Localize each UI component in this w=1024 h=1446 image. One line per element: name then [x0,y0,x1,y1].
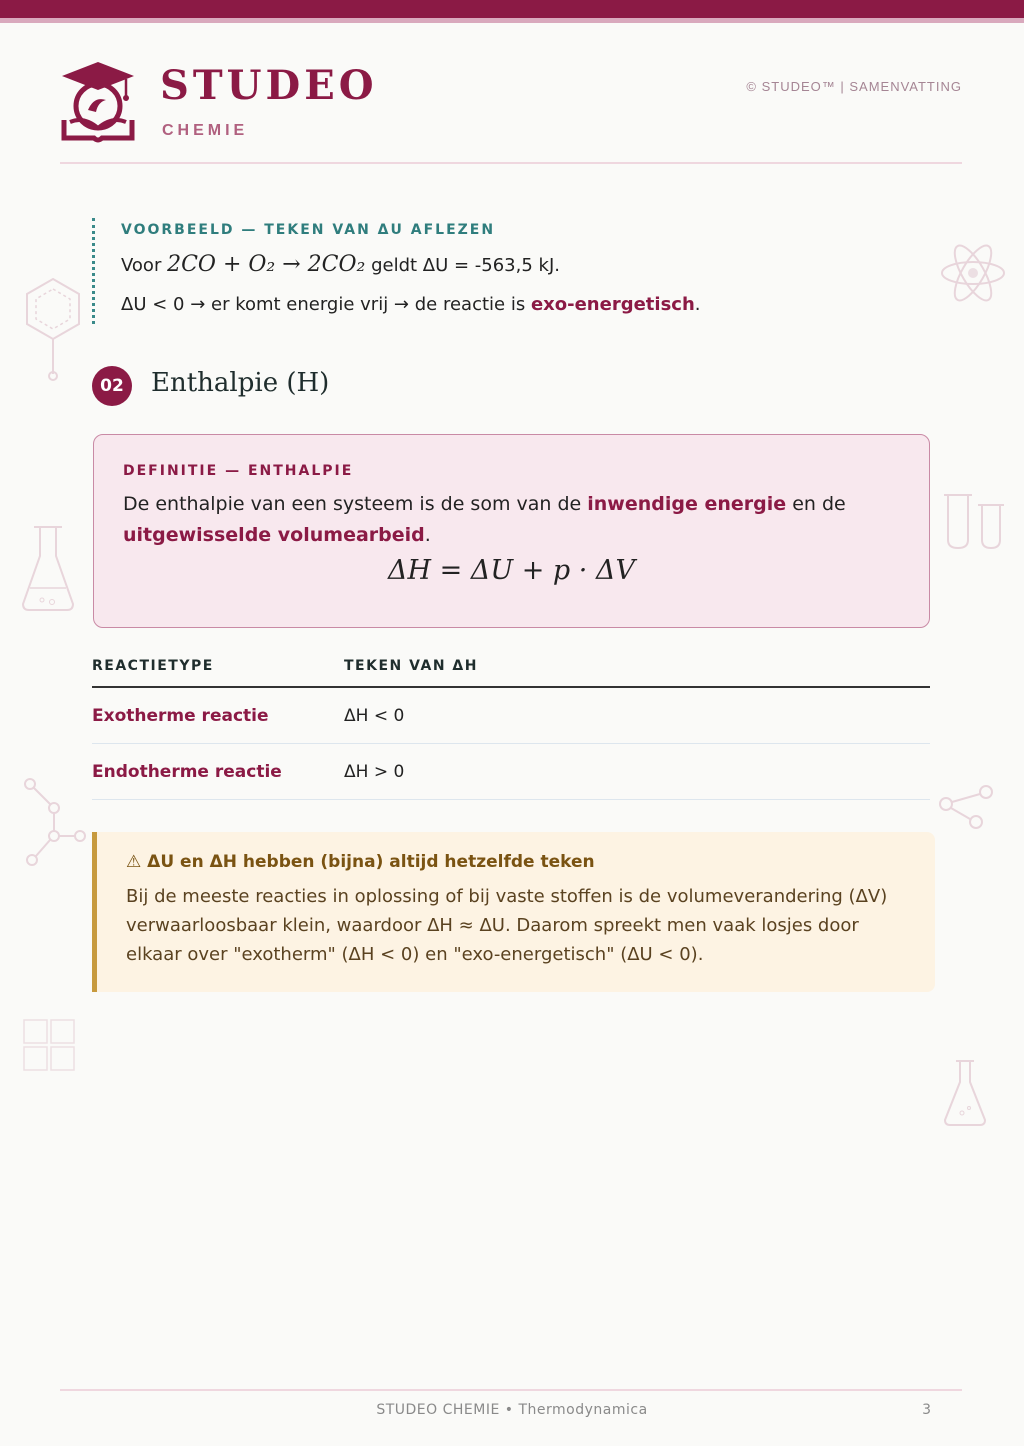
table-row [92,687,930,744]
table-cell-sign: ΔH > 0 [344,744,930,800]
definition-label: DEFINITIE — ENTHALPIE [123,463,354,479]
share-molecule-icon [936,782,996,842]
table-cell-type: Endotherme reactie [92,744,344,800]
internal-energy-highlight: inwendige energie [587,493,787,515]
volume-work-highlight: uitgewisselde volumearbeid [123,524,425,546]
warning-callout [92,832,935,992]
example-label: VOORBEELD — TEKEN VAN ΔU AFLEZEN [121,222,496,238]
table-header-type: REACTIETYPE [92,650,344,687]
graduation-cap-book-logo [60,60,136,144]
small-flask-icon [942,1058,988,1128]
atom-icon [940,240,1006,306]
footer-divider [60,1389,962,1391]
example-line-2: ΔU < 0 → er komt energie vrij → de reactie is exo-energetisch. [121,294,701,315]
table-header-sign: TEKEN VAN ΔH [344,650,930,687]
example-block [92,218,940,324]
brand-name: STUDEO [160,62,378,109]
warning-title: ⚠ ΔU en ΔH hebben (bijna) altijd hetzelfde teken [126,852,595,872]
brand-subject: CHEMIE [162,122,249,139]
definition-text: De enthalpie van een systeem is de som van de inwendige energie en de uitgewisselde volumearbeid. [123,493,846,546]
table-cell-type: Exotherme reactie [92,687,344,744]
top-accent-bar [0,0,1024,18]
enthalpy-formula: ΔH = ΔU + p · ΔV [388,555,635,586]
section-number-badge: 02 [92,366,132,406]
table-cell-sign: ΔH < 0 [344,687,930,744]
erlenmeyer-flask-icon [20,524,76,612]
reaction-equation: 2CO + O₂ → 2CO₂ [167,252,366,277]
exo-energetic-highlight: exo-energetisch [530,294,695,315]
test-tubes-icon [944,492,1006,552]
top-accent-stripe [0,18,1024,23]
periodic-table-icon [22,1018,76,1072]
header-copyright: © STUDEO™ | SAMENVATTING [746,79,962,94]
page-number: 3 [922,1402,931,1418]
example-line-1: Voor 2CO + O₂ → 2CO₂ geldt ΔU = -563,5 kJ. [121,252,560,277]
reaction-type-table [92,650,930,800]
table-row [92,744,930,800]
section-title: Enthalpie (H) [151,368,330,398]
hexagon-molecule-icon [22,276,84,384]
footer-title: STUDEO CHEMIE • Thermodynamica [376,1402,648,1418]
warning-body: Bij de meeste reacties in oplossing of bij vaste stoffen is de volumeverandering (ΔV) verwaarloosbaar klein, waardoor ΔH ≈ ΔU. Daarom spreekt men vaak losjes door elkaar over "exotherm" (ΔH < 0) en "exo-energetisch" (ΔU < 0). [126,886,888,965]
definition-box [93,434,930,628]
header-divider [60,162,962,164]
molecule-network-icon [22,776,88,870]
